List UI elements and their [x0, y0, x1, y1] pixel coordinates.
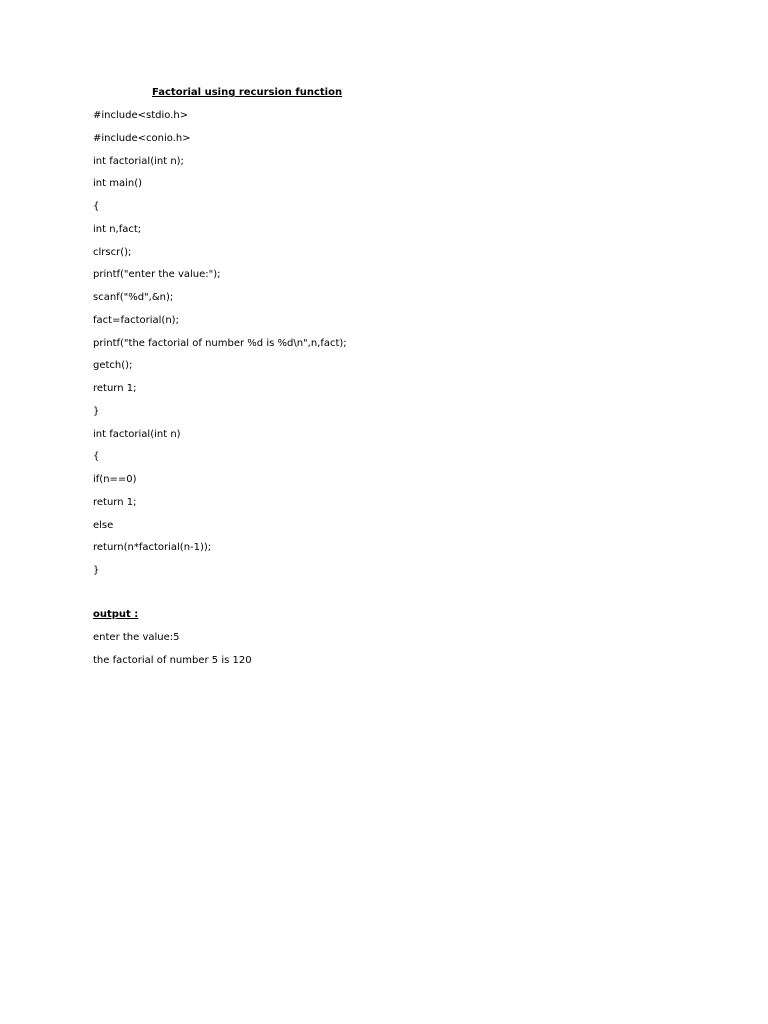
- code-line: int factorial(int n);: [93, 155, 184, 167]
- code-line: }: [93, 405, 100, 417]
- code-line: {: [93, 201, 100, 212]
- code-line: int n,fact;: [93, 223, 142, 235]
- code-line: return(n*factorial(n-1));: [93, 542, 212, 554]
- code-line: }: [93, 565, 100, 576]
- output-listing: [93, 631, 252, 677]
- code-line: #include<conio.h>: [93, 132, 191, 144]
- code-line: else: [93, 519, 114, 531]
- code-line: return 1;: [93, 496, 137, 508]
- document-title: Factorial using recursion function: [152, 87, 343, 98]
- code-line: return 1;: [93, 383, 137, 394]
- code-listing: [93, 109, 347, 587]
- code-line: {: [93, 451, 100, 463]
- code-line: printf("enter the value:");: [93, 269, 221, 281]
- code-line: int main(): [93, 178, 143, 190]
- code-line: clrscr();: [93, 246, 132, 258]
- code-line: printf("the factorial of number %d is %d\n",n,fact);: [93, 337, 347, 349]
- code-line: fact=factorial(n);: [93, 314, 179, 326]
- code-line: #include<stdio.h>: [93, 110, 189, 121]
- code-line: getch();: [93, 360, 133, 372]
- output-heading: output :: [93, 609, 139, 620]
- output-line: the factorial of number 5 is 120: [93, 654, 252, 666]
- output-line: enter the value:5: [93, 632, 180, 643]
- code-line: scanf("%d",&n);: [93, 292, 174, 303]
- code-line: if(n==0): [93, 474, 137, 485]
- code-line: int factorial(int n): [93, 428, 181, 440]
